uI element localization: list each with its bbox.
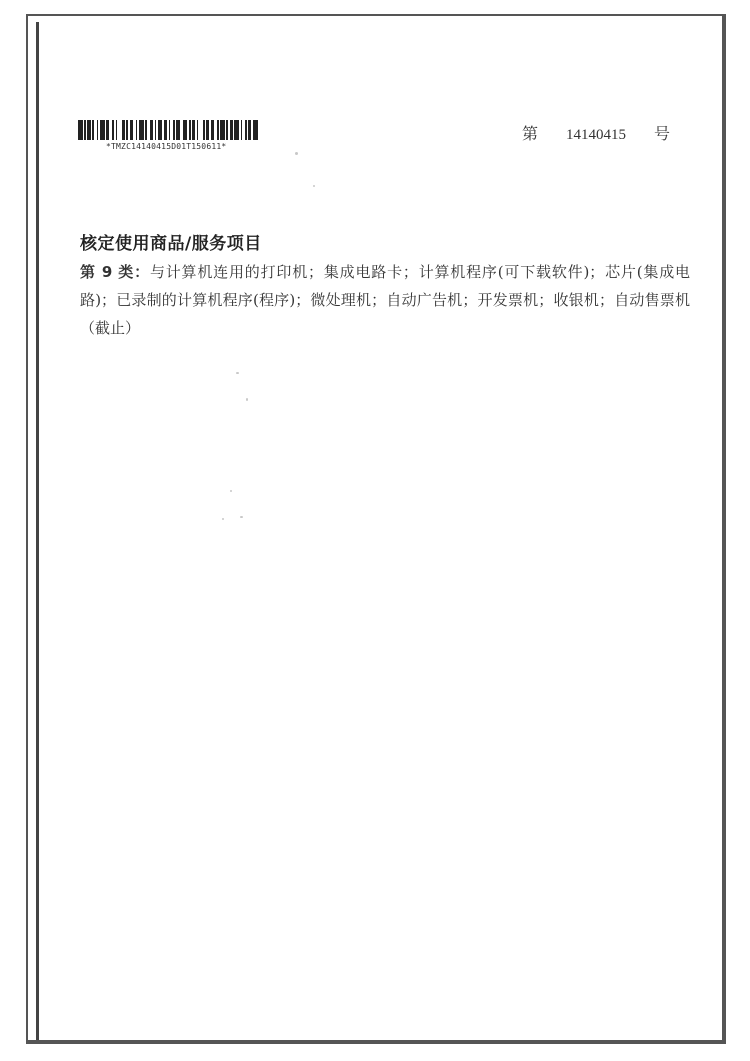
section-title: 核定使用商品/服务项目: [80, 234, 262, 254]
barcode-caption: *TMZC14140415D01T150611*: [106, 142, 227, 151]
scan-speck: [240, 516, 243, 518]
document-number-prefix: 第: [522, 124, 539, 143]
class-label: 第 9 类：: [80, 263, 150, 281]
barcode-graphic: [78, 120, 258, 140]
goods-items: 与计算机连用的打印机；集成电路卡；计算机程序(可下载软件)；芯片(集成电路)；已录制的计算机程序(程序)；微处理机；自动广告机；开发票机；收银机；自动售票机（截止）: [80, 263, 690, 337]
scan-speck: [295, 152, 298, 155]
barcode-block: [78, 120, 268, 151]
page-inner-border: [36, 22, 722, 1040]
scan-speck: [313, 185, 315, 187]
document-number: [522, 121, 670, 144]
scan-speck: [246, 398, 248, 401]
document-number-value: 14140415: [566, 127, 627, 143]
scan-speck: [230, 490, 232, 492]
scan-speck: [222, 518, 224, 520]
document-number-suffix: 号: [654, 124, 671, 143]
barcode-bar: [253, 120, 258, 140]
goods-services-list: [80, 258, 690, 342]
scan-speck: [236, 372, 239, 374]
